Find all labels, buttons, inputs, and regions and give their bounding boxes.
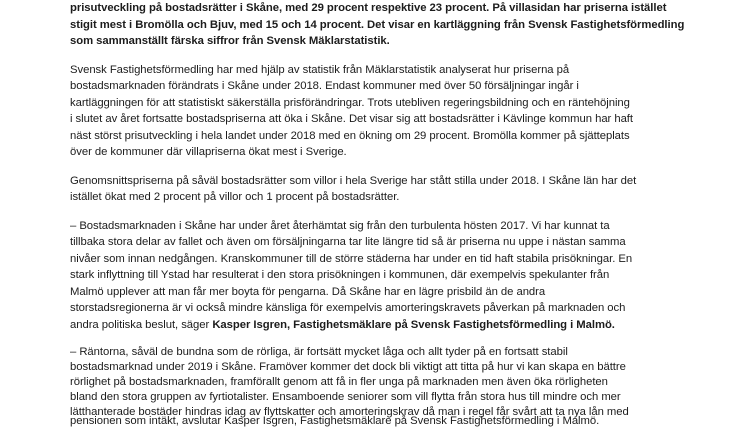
quote-1-lines xyxy=(70,218,746,317)
text-line: i slutet av året fortsatte bostadspriserna att öka i Skåne. Det visar sig att bostadsrätter i Kävlinge kommun har haft xyxy=(70,113,633,125)
quote-1-attribution-line xyxy=(70,317,746,334)
quote-paragraph-2 xyxy=(70,345,746,420)
text-line: näst störst prisutveckling i hela landet under 2018 med en ökning om 29 procent. Bromölla kommer på sjätteplats xyxy=(70,129,630,142)
text-line: tillbaka stora delar av fallet och även om försäljningarna tar lite längre tid så är priserna nu uppe i nästan samma xyxy=(70,236,626,248)
clipped-bottom-line: pensionen som intäkt, avslutar Kasper Isgren, Fastighetsmäklare på Svensk Fastighetsförmedling i Malmö. xyxy=(70,415,600,427)
press-release-page xyxy=(70,0,746,427)
lead-paragraph xyxy=(70,0,746,50)
text-line: stark inflyttning till Ystad har resulterat i den stora prisökningen i kommunen, där exempelvis spekulanter från xyxy=(70,269,610,281)
body-paragraph-1 xyxy=(70,62,746,161)
text-line: Malmö upplever att man får mer boyta för pengarna. Då Skåne har en lägre prisbild än de andra xyxy=(70,285,546,298)
text-line: kartläggningen för att statistiskt säkerställa prisförändringar. Trots utebliven regeringsbildning och en räntehöjning xyxy=(70,96,630,109)
body-paragraph-2 xyxy=(70,173,746,206)
text-line: prisutveckling på bostadsrätter i Skåne, med 29 procent respektive 23 procent. På villasidan har priserna istället xyxy=(70,2,667,14)
text-line: som sammanställt färska siffror från Svensk Mäklarstatistik. xyxy=(70,35,390,47)
text-line: istället ökat med 2 procent på villor och 1 procent på bostadsrätter. xyxy=(70,191,400,203)
text-line: bostadsmarknad under 2019 i Skåne. Framöver kommer det dock bli viktigt att titta på hur vi kan skapa en bättre xyxy=(70,361,626,373)
text-line: – Bostadsmarknaden i Skåne har under året återhämtat sig från den turbulenta hösten 2017. Vi har kunnat ta xyxy=(70,219,610,232)
quote-1-attribution-lead-in: andra politiska beslut, säger xyxy=(70,318,213,331)
quote-paragraph-1 xyxy=(70,218,746,334)
text-line: rörlighet på bostadsmarknaden, framförallt genom att få in fler unga på marknaden men även öka rörligheten xyxy=(70,376,608,388)
text-line: nivåer som innan nedgången. Kranskommuner till de större städerna har under en tid haft stabila prisökningar. En xyxy=(70,252,633,265)
text-line: bostadsmarknaden förändrats i Skåne under 2018. Endast kommuner med över 50 försäljningar ingår i xyxy=(70,80,579,92)
text-line: över de kommuner där villapriserna ökat mest i Sverige. xyxy=(70,146,347,158)
text-line: Genomsnittspriserna på såväl bostadsrätter som villor i hela Sverige har stått stilla under 2018. I Skåne län har det xyxy=(70,174,637,187)
text-line: storstadsregionerna är vi också mindre känsliga för exempelvis amorteringskravets påverkan på marknaden och xyxy=(70,302,626,314)
text-line: stigit mest i Bromölla och Bjuv, med 15 och 14 procent. Det visar en kartläggning från Svensk Fastighetsförmedling xyxy=(70,18,685,31)
text-line: lätthanterade bostäder hindras idag av flyttskatter och amorteringskrav då man i regel får svårt att ta nya lån med xyxy=(70,406,629,418)
text-line: – Räntorna, såväl de bundna som de rörliga, är fortsätt mycket låga och allt tyder på en fortsatt stabil xyxy=(70,346,568,358)
quote-1-attribution-name: Kasper Isgren, Fastighetsmäklare på Svensk Fastighetsförmedling i Malmö. xyxy=(212,318,615,331)
text-line: bland den stora gruppen av fyrtiotalister. Ensamboende seniorer som vill flytta från stora hus till mindre och mer xyxy=(70,391,621,403)
text-line: Svensk Fastighetsförmedling har med hjälp av statistik från Mäklarstatistik analyserat hur priserna på xyxy=(70,63,570,76)
